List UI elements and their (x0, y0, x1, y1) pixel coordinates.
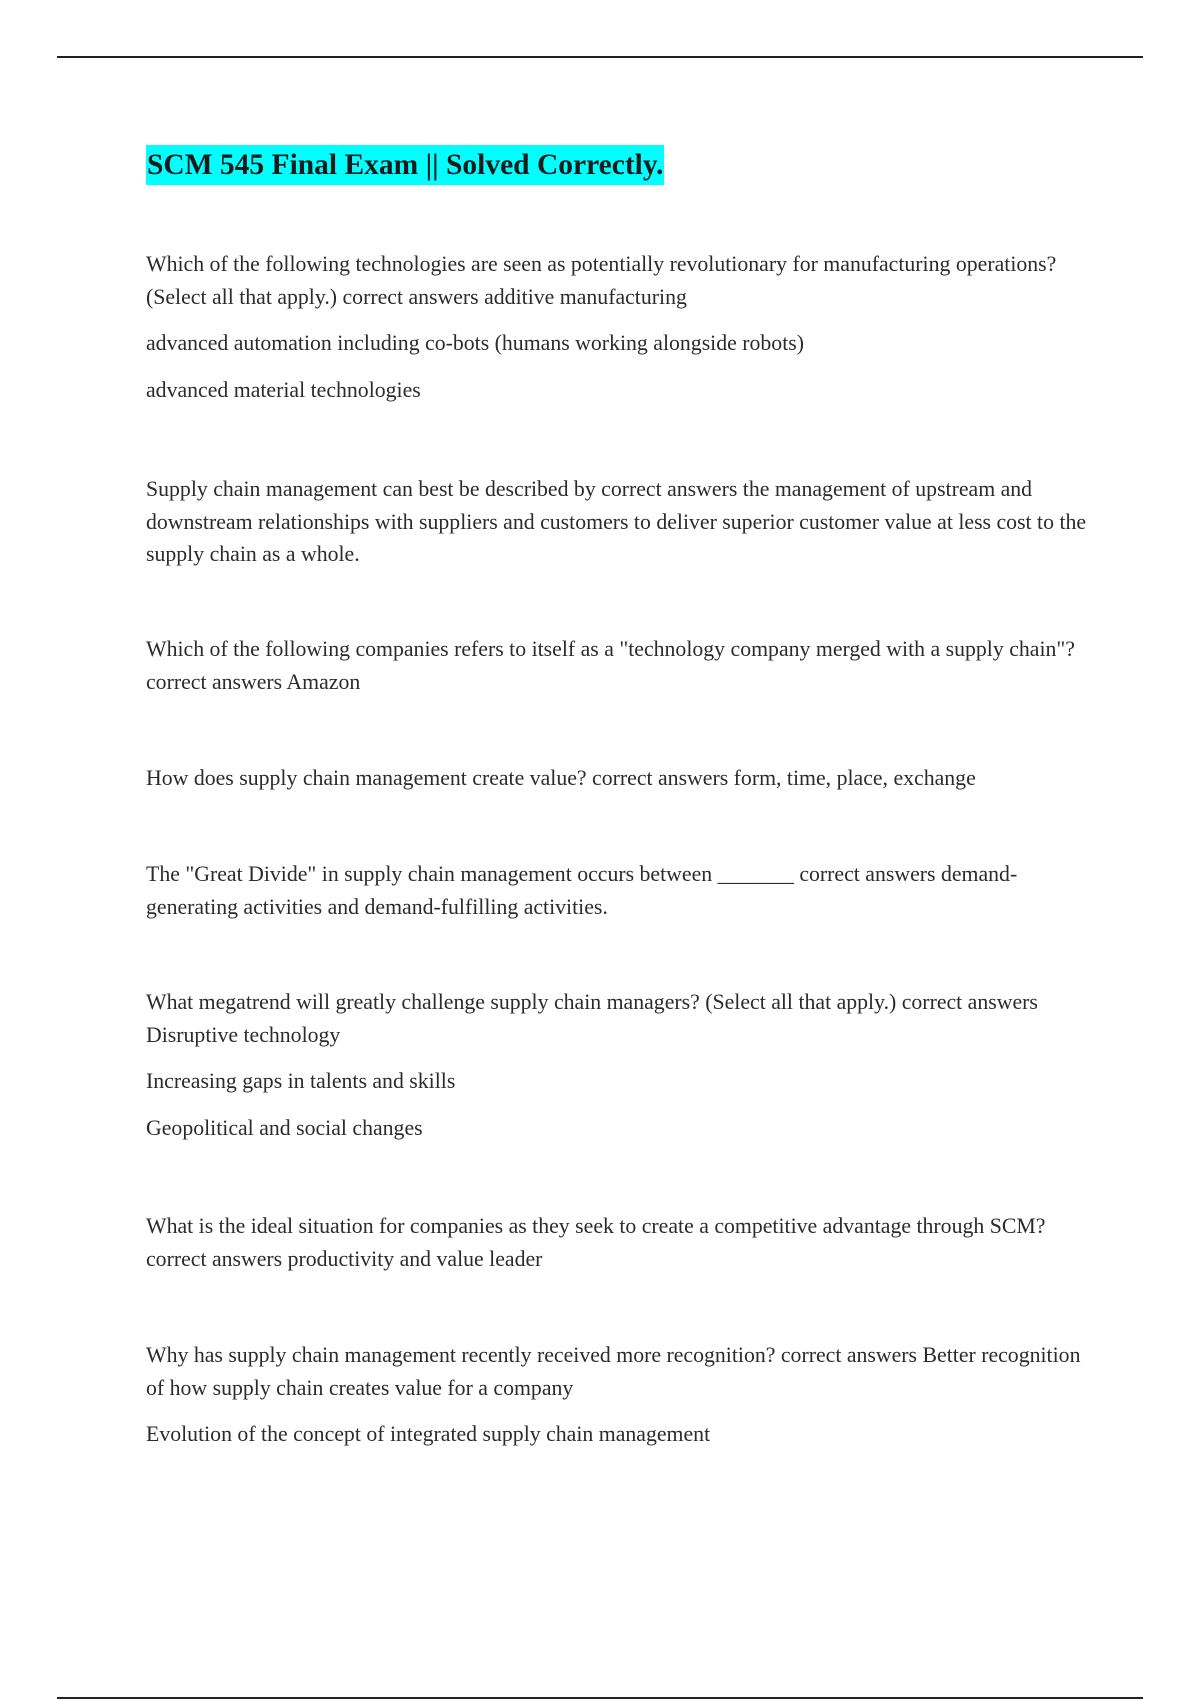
qa-item-3 (146, 633, 1096, 698)
qa-extra-answer: Evolution of the concept of integrated supply chain management (146, 1422, 711, 1446)
qa-item-6 (146, 986, 1096, 1144)
qa-text: What megatrend will greatly challenge supply chain managers? (Select all that apply.) correct answers Disruptive technology (146, 990, 1038, 1047)
document-title: SCM 545 Final Exam || Solved Correctly. (146, 145, 664, 185)
qa-text: Supply chain management can best be described by correct answers the management of upstream and downstream relationships with suppliers and customers to deliver superior customer value at less cost to the supply chain as a whole. (146, 477, 1087, 566)
qa-text: How does supply chain management create value? correct answers form, time, place, exchange (146, 766, 976, 790)
title-block (146, 145, 664, 185)
bottom-rule (57, 1697, 1143, 1699)
qa-extra-answer: advanced material technologies (146, 377, 421, 402)
qa-extra-answer: Increasing gaps in talents and skills (146, 1069, 456, 1093)
qa-text: Which of the following technologies are seen as potentially revolutionary for manufacturing operations? (Select all that apply.) correct answers additive manufacturing (146, 252, 1057, 309)
qa-text: What is the ideal situation for companies as they seek to create a competitive advantage through SCM? correct answers productivity and value leader (146, 1214, 1046, 1271)
qa-item-1 (146, 248, 1096, 406)
qa-text: The "Great Divide" in supply chain management occurs between _______ correct answers demand-generating activities and demand-fulfilling activities. (146, 862, 1018, 919)
qa-extra-answer: advanced automation including co-bots (humans working alongside robots) (146, 331, 805, 355)
qa-item-8 (146, 1339, 1096, 1451)
qa-item-2 (146, 473, 1096, 571)
qa-text: Which of the following companies refers to itself as a "technology company merged with a supply chain"? correct answers Amazon (146, 637, 1075, 694)
top-rule (57, 56, 1143, 58)
qa-text: Why has supply chain management recently received more recognition? correct answers Better recognition of how supply chain creates value for a company (146, 1343, 1081, 1400)
qa-item-7 (146, 1210, 1096, 1275)
qa-item-5 (146, 858, 1096, 923)
qa-extra-answer: Geopolitical and social changes (146, 1115, 423, 1140)
qa-item-4 (146, 762, 1096, 795)
